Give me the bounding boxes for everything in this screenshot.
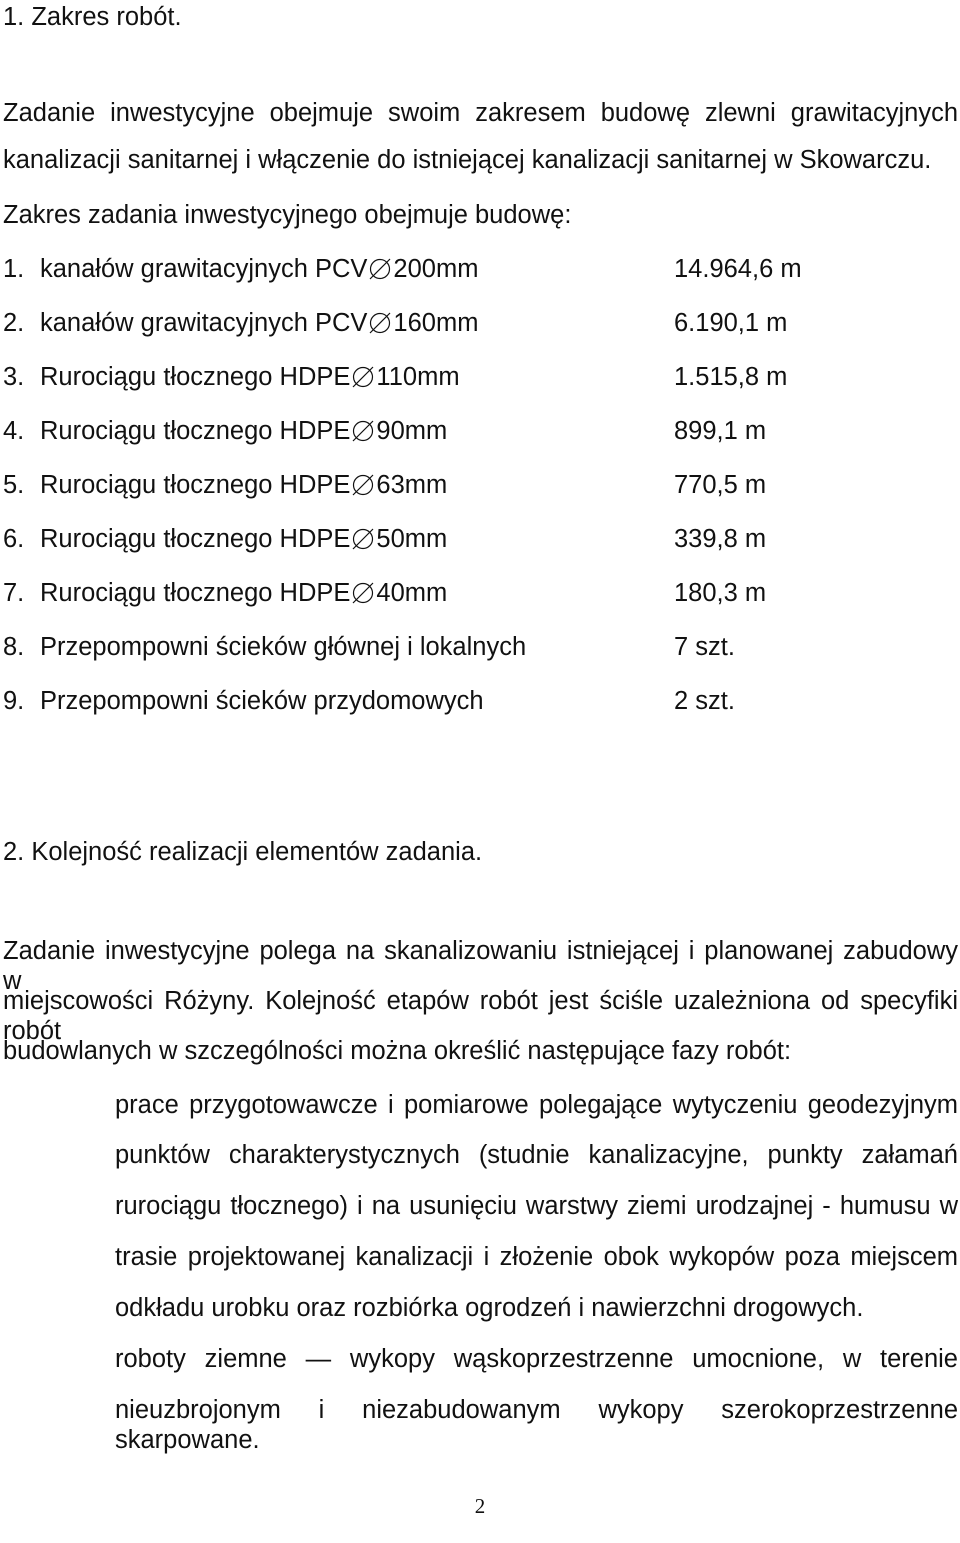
item-description	[40, 632, 526, 662]
item-description	[40, 416, 447, 446]
item-description-text: Rurociągu tłocznego HDPE	[40, 471, 351, 499]
item-quantity: 339,8 m	[674, 525, 767, 553]
section-1-paragraph	[3, 98, 958, 175]
diameter-symbol-icon	[352, 582, 374, 604]
diameter-symbol-icon	[352, 366, 374, 388]
item-description-text: Przepompowni ścieków przydomowych	[40, 687, 484, 715]
item-size: 160mm	[393, 309, 479, 337]
scope-list-item	[3, 632, 903, 662]
paragraph-line: Zadanie inwestycyjne polega na skanalizowaniu istniejącej i planowanej zabudowy w	[3, 937, 958, 995]
paragraph-line: punktów charakterystycznych (studnie kanalizacyjne, punkty załamań	[115, 1141, 958, 1169]
diameter-symbol-icon	[369, 312, 391, 334]
paragraph-line: prace przygotowawcze i pomiarowe polegające wytyczeniu geodezyjnym	[115, 1091, 958, 1119]
item-size: 50mm	[376, 525, 448, 553]
item-description-text: Rurociągu tłocznego HDPE	[40, 579, 351, 607]
scope-list-item	[3, 578, 903, 608]
diameter-symbol-icon	[352, 528, 374, 550]
scope-list-item	[3, 362, 903, 392]
scope-list-item	[3, 524, 903, 554]
paragraph-line: budowlanych w szczególności można określić następujące fazy robót:	[3, 1037, 792, 1065]
item-description-text: Rurociągu tłocznego HDPE	[40, 525, 351, 553]
scope-list-item	[3, 416, 903, 446]
item-number: 6.	[3, 525, 25, 553]
scope-list-item	[3, 470, 903, 500]
paragraph-line: odkładu urobku oraz rozbiórka ogrodzeń i nawierzchni drogowych.	[115, 1294, 864, 1322]
paragraph-line: trasie projektowanej kanalizacji i złożenie obok wykopów poza miejscem	[115, 1243, 958, 1271]
scope-list-item	[3, 254, 903, 284]
scope-list-item	[3, 686, 903, 716]
item-size: 63mm	[376, 471, 448, 499]
paragraph-line: rurociągu tłocznego) i na usunięciu warstwy ziemi urodzajnej - humusu w	[115, 1192, 958, 1220]
section-2-heading: 2. Kolejność realizacji elementów zadania.	[3, 838, 483, 866]
item-quantity: 6.190,1 m	[674, 309, 788, 337]
paragraph-line: kanalizacji sanitarnej i włączenie do istniejącej kanalizacji sanitarnej w Skowarczu.	[3, 146, 932, 174]
item-quantity: 14.964,6 m	[674, 255, 802, 283]
scope-list-item	[3, 308, 903, 338]
item-number: 2.	[3, 309, 25, 337]
item-description	[40, 362, 460, 392]
diameter-symbol-icon	[369, 258, 391, 280]
phase-earthworks	[115, 1344, 958, 1454]
item-description	[40, 470, 447, 500]
item-description-text: Przepompowni ścieków głównej i lokalnych	[40, 633, 527, 661]
item-number: 3.	[3, 363, 25, 391]
item-number: 5.	[3, 471, 25, 499]
item-number: 7.	[3, 579, 25, 607]
item-quantity: 1.515,8 m	[674, 363, 788, 391]
item-description	[40, 308, 478, 338]
item-quantity: 899,1 m	[674, 417, 767, 445]
item-size: 40mm	[376, 579, 448, 607]
diameter-symbol-icon	[352, 474, 374, 496]
item-size: 110mm	[376, 363, 460, 391]
item-number: 9.	[3, 687, 25, 715]
item-description-text: kanałów grawitacyjnych PCV	[40, 309, 368, 337]
item-description	[40, 686, 484, 716]
item-description-text: Rurociągu tłocznego HDPE	[40, 417, 351, 445]
paragraph-line: nieuzbrojonym i niezabudowanym wykopy szerokoprzestrzenne skarpowane.	[115, 1396, 958, 1454]
item-description-text: kanałów grawitacyjnych PCV	[40, 255, 368, 283]
page-number: 2	[474, 1494, 486, 1518]
item-quantity: 180,3 m	[674, 579, 767, 607]
section-2-paragraph	[3, 936, 958, 1066]
paragraph-line: miejscowości Różyny. Kolejność etapów robót jest ściśle uzależniona od specyfiki robót	[3, 987, 958, 1045]
item-quantity: 2 szt.	[674, 687, 735, 715]
item-number: 8.	[3, 633, 25, 661]
diameter-symbol-icon	[352, 420, 374, 442]
item-description-text: Rurociągu tłocznego HDPE	[40, 363, 351, 391]
item-number: 4.	[3, 417, 25, 445]
item-size: 90mm	[376, 417, 448, 445]
paragraph-line: roboty ziemne — wykopy wąskoprzestrzenne umocnione, w terenie	[115, 1345, 958, 1373]
item-description	[40, 578, 447, 608]
item-quantity: 7 szt.	[674, 633, 735, 661]
item-description	[40, 524, 447, 554]
paragraph-line: Zadanie inwestycyjne obejmuje swoim zakresem budowę zlewni grawitacyjnych	[3, 99, 958, 127]
section-1-heading: 1. Zakres robót.	[3, 3, 182, 31]
scope-intro: Zakres zadania inwestycyjnego obejmuje budowę:	[3, 201, 572, 229]
item-quantity: 770,5 m	[674, 471, 767, 499]
phase-preparatory-works	[115, 1090, 958, 1323]
item-description	[40, 254, 478, 284]
item-size: 200mm	[393, 255, 479, 283]
item-number: 1.	[3, 255, 25, 283]
